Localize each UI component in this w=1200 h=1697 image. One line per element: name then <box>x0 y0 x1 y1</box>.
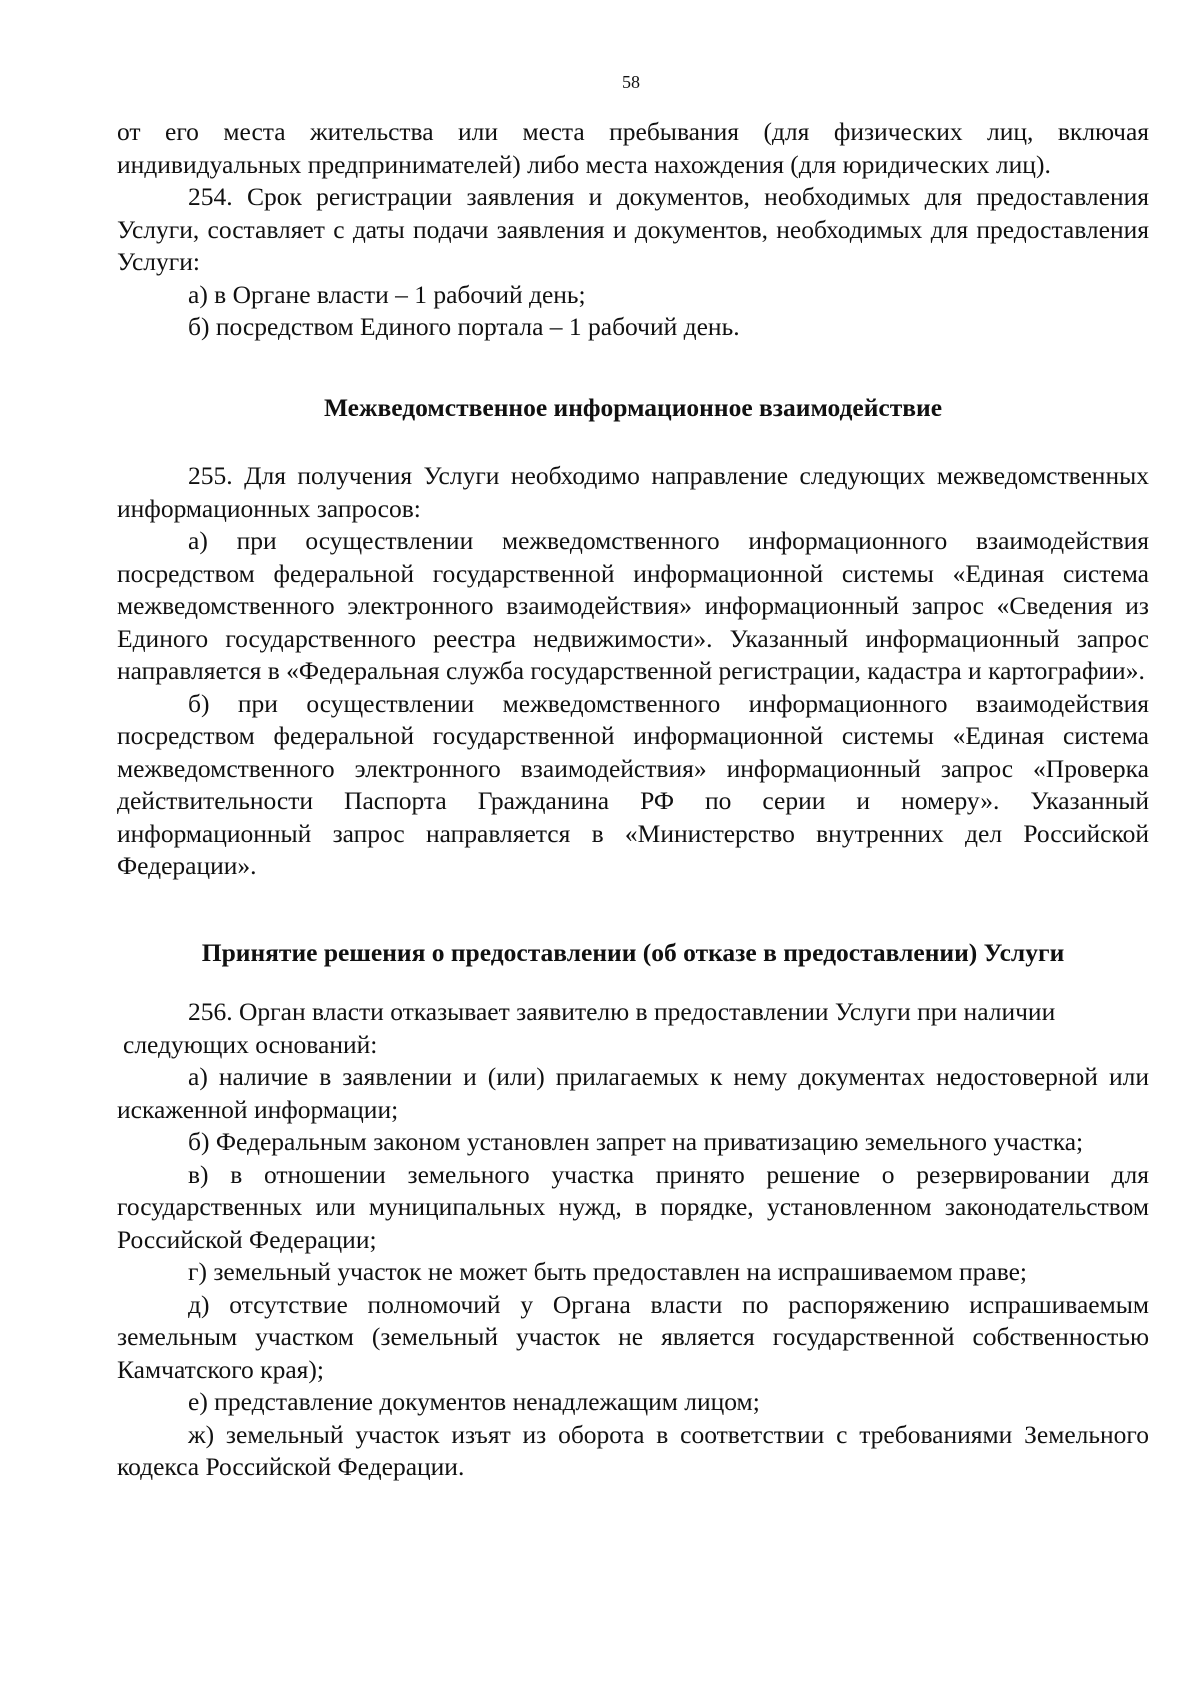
paragraph-254-item-a: а) в Органе власти – 1 рабочий день; <box>188 279 586 309</box>
paragraph-256-item-f: е) представление документов ненадлежащим лицом; <box>188 1387 760 1416</box>
paragraph-256-item-g: ж) земельный участок изъят из оборота в соответствии с требованиями Земельного кодекса Российской Федерации. <box>117 1419 1149 1481</box>
paragraph-256-item-b: б) Федеральным законом установлен запрет на приватизацию земельного участка; <box>188 1127 1084 1156</box>
section-heading-interagency: Межведомственное информационное взаимодействие <box>323 392 943 422</box>
paragraph-256-line-1: 256. Орган власти отказывает заявителю в предоставлении Услуги при наличии <box>188 997 1056 1026</box>
paragraph-254: 254. Срок регистрации заявления и документов, необходимых для предоставления Услуги, составляет с даты подачи заявления и документов, необходимых для предоставления Услуги: <box>117 182 1149 276</box>
paragraph-256 <box>117 996 1149 1029</box>
paragraph-255-item-a: а) при осуществлении межведомственного информационного взаимодействия посредством федеральной государственной информационной системы «Единая система межведомственного электронного взаимодействия» информационный запрос «Сведения из Единого государственного реестра недвижимости». Указанный информационный запрос направляется в «Федеральная служба государственной регистрации, кадастра и картографии». <box>117 526 1149 685</box>
paragraph-256-item-d: г) земельный участок не может быть предоставлен на испрашиваемом праве; <box>188 1257 1027 1286</box>
paragraph-256-line-2: следующих оснований: <box>123 1029 378 1059</box>
document-body <box>117 116 1149 1484</box>
paragraph-255-item-b: б) при осуществлении межведомственного информационного взаимодействия посредством федеральной государственной информационной системы «Единая система межведомственного электронного взаимодействия» информационный запрос «Проверка действительности Паспорта Гражданина РФ по серии и номеру». Указанный информационный запрос направляется в «Министерство внутренних дел Российской Федерации». <box>117 688 1149 880</box>
paragraph-254-item-b: б) посредством Единого портала – 1 рабочий день. <box>188 312 740 341</box>
intro-paragraph: от его места жительства или места пребывания (для физических лиц, включая индивидуальных предпринимателей) либо места нахождения (для юридических лиц). <box>117 117 1149 179</box>
paragraph-256-item-c: в) в отношении земельного участка принято решение о резервировании для государственных или муниципальных нужд, в порядке, установленном законодательством Российской Федерации; <box>117 1159 1149 1254</box>
paragraph-256-item-e: д) отсутствие полномочий у Органа власти по распоряжению испрашиваемым земельным участком (земельный участок не является государственной собственностью Камчатского края); <box>117 1289 1149 1384</box>
page-number: 58 <box>622 72 640 92</box>
section-heading-decision: Принятие решения о предоставлении (об отказе в предоставлении) Услуги <box>201 937 1065 967</box>
paragraph-256-item-a: а) наличие в заявлении и (или) прилагаемых к нему документах недостоверной или искаженной информации; <box>117 1062 1149 1124</box>
paragraph-255: 255. Для получения Услуги необходимо направление следующих межведомственных информационных запросов: <box>117 461 1149 523</box>
